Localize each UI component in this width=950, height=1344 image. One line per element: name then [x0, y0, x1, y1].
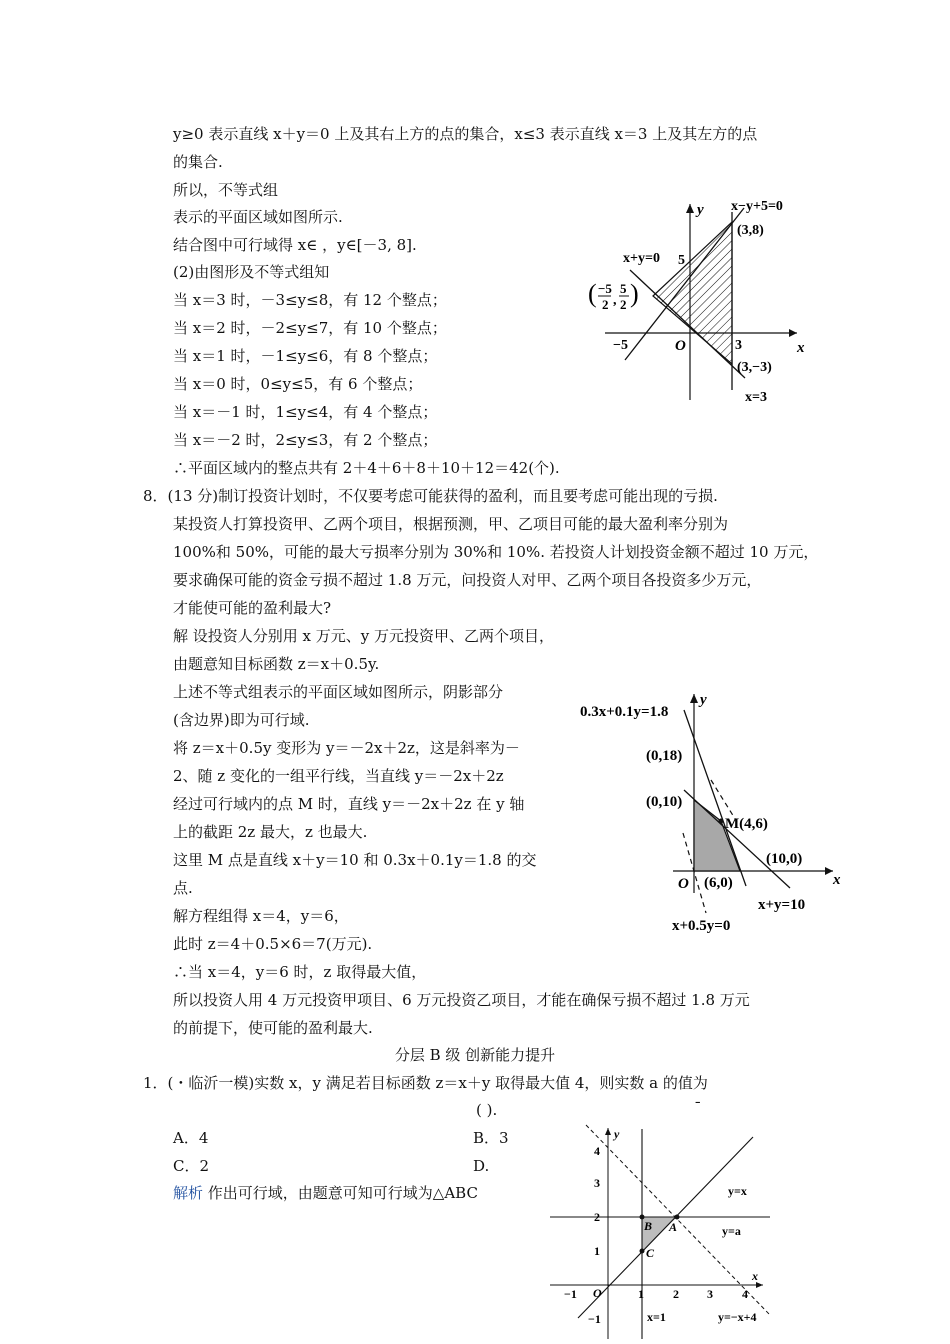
tick-label: −1 — [588, 1312, 601, 1326]
solution-line: 由题意知目标函数 z＝x＋0.5y. — [173, 655, 380, 673]
option-b: B．3 — [473, 1129, 509, 1147]
tick-label: 4 — [594, 1144, 600, 1158]
text-line: y≥0 表示直线 x＋y＝0 上及其右上方的点的集合，x≤3 表示直线 x＝3 上及其左方的点 — [173, 125, 758, 143]
origin-label: O — [593, 1286, 602, 1300]
section-title: 分层 B 级 创新能力提升 — [394, 1046, 556, 1064]
line-label: y=x — [728, 1184, 747, 1198]
x-axis-label: x — [833, 872, 841, 888]
line-label: x+y=0 — [623, 251, 660, 266]
tick-label: 3 — [707, 1287, 713, 1301]
svg-text:,: , — [613, 293, 617, 308]
vertex-label: B — [644, 1219, 653, 1233]
tick-label: 1 — [638, 1287, 644, 1301]
text-line: 结合图中可行域得 x∈ ，y∈[－3, 8]. — [173, 236, 417, 254]
tick-label: 4 — [742, 1287, 748, 1301]
text-line: 当 x＝－2 时，2≤y≤3，有 2 个整点； — [173, 431, 438, 449]
text-line: (2)由图形及不等式组知 — [173, 263, 330, 281]
solution-line: 上的截距 2z 最大，z 也最大. — [173, 823, 368, 841]
figure-region-1 — [585, 192, 815, 410]
stray-mark: ˉ — [694, 1099, 702, 1117]
origin-label: O — [678, 876, 689, 892]
solution-line: (含边界)即为可行域. — [173, 711, 310, 729]
point-label: (6,0) — [704, 875, 733, 891]
line-label: y=a — [722, 1224, 741, 1238]
point-label: (3,8) — [737, 223, 764, 238]
y-axis-label: y — [700, 692, 707, 708]
solution-line: 的前提下，使可能的盈利最大. — [173, 1019, 373, 1037]
analysis-text: 作出可行域，由题意可知可行域为△ABC — [203, 1184, 478, 1202]
text-line: 所以，不等式组 — [173, 181, 279, 199]
solution-line: ∴当 x＝4，y＝6 时，z 取得最大值， — [173, 963, 427, 981]
point-label: (0,18) — [646, 748, 683, 764]
problem-8-line: 8．(13 分)制订投资计划时，不仅要考虑可能获得的盈利，而且要考虑可能出现的亏损. — [143, 487, 718, 505]
vertex-label: A — [669, 1220, 678, 1234]
solution-line: 点. — [173, 879, 193, 897]
problem-8-line: 才能使可能的盈利最大? — [173, 599, 332, 617]
text-line: 表示的平面区域如图所示. — [173, 208, 343, 226]
line-label: 0.3x+0.1y=1.8 — [580, 704, 669, 720]
origin-label: O — [675, 338, 686, 354]
point-label: (10,0) — [766, 851, 803, 867]
solution-line: 这里 M 点是直线 x＋y＝10 和 0.3x＋0.1y＝1.8 的交 — [173, 851, 537, 869]
tick-label: 5 — [678, 253, 685, 268]
problem-8-line: 100%和 50%，可能的最大亏损率分别为 30%和 10%. 若投资人计划投资金额不超过 10 万元， — [173, 543, 819, 561]
y-axis-label: y — [697, 202, 704, 218]
analysis-line — [173, 1183, 478, 1203]
tick-label: 3 — [594, 1176, 600, 1190]
line-label: y=−x+4 — [718, 1310, 757, 1324]
point-label: M(4,6) — [725, 816, 768, 832]
bracket: ) — [630, 279, 639, 308]
solution-line: 2、随 z 变化的一组平行线，当直线 y＝－2x＋2z — [173, 767, 504, 785]
line-label: x+y=10 — [758, 897, 806, 913]
text-line: 当 x＝2 时，－2≤y≤7，有 10 个整点； — [173, 319, 447, 337]
bracket: ( — [588, 279, 597, 308]
line-label: x=3 — [745, 390, 767, 405]
solution-line: 经过可行域内的点 M 时，直线 y＝－2x＋2z 在 y 轴 — [173, 795, 525, 813]
tick-label: 1 — [594, 1244, 600, 1258]
line-label: x+0.5y=0 — [672, 918, 731, 934]
tick-label: 2 — [673, 1287, 679, 1301]
point-label: (3,−3) — [737, 360, 772, 375]
solution-line: 所以投资人用 4 万元投资甲项目、6 万元投资乙项目，才能在确保亏损不超过 1.8 万元 — [173, 991, 750, 1009]
line-label: x−y+5=0 — [731, 199, 783, 214]
fraction-den: 2 — [602, 297, 609, 312]
solution-line: 此时 z＝4＋0.5×6＝7(万元). — [173, 935, 373, 953]
solution-line: 上述不等式组表示的平面区域如图所示，阴影部分 — [173, 683, 504, 701]
problem-1-stem: 1．(・临沂一模)实数 x，y 满足若目标函数 z＝x＋y 取得最大值 4，则实数 a 的值为 — [143, 1074, 708, 1092]
problem-8-line: 某投资人打算投资甲、乙两个项目，根据预测，甲、乙项目可能的最大盈利率分别为 — [173, 515, 729, 533]
tick-label: −1 — [564, 1287, 577, 1301]
text-line: 当 x＝3 时，－3≤y≤8，有 12 个整点； — [173, 291, 447, 309]
option-d: D. — [473, 1157, 490, 1175]
solution-line: 解方程组得 x＝4，y＝6， — [173, 907, 349, 925]
problem-8-line: 要求确保可能的资金亏损不超过 1.8 万元，问投资人对甲、乙两个项目各投资多少万元， — [173, 571, 762, 589]
text-line: 当 x＝0 时，0≤y≤5，有 6 个整点； — [173, 375, 423, 393]
x-axis-label: x — [797, 340, 805, 356]
text-line: 当 x＝－1 时，1≤y≤4，有 4 个整点； — [173, 403, 438, 421]
line-label: x=1 — [647, 1310, 666, 1324]
y-axis-label: y — [614, 1127, 620, 1141]
figure-region-2 — [578, 688, 844, 936]
answer-blank: ( ). — [476, 1101, 498, 1119]
figure-region-3 — [548, 1123, 778, 1341]
option-c: C．2 — [173, 1157, 210, 1175]
tick-label: 2 — [594, 1210, 600, 1224]
text-line: 当 x＝1 时，－1≤y≤6，有 8 个整点； — [173, 347, 438, 365]
solution-line: 将 z＝x＋0.5y 变形为 y＝－2x＋2z，这是斜率为－ — [173, 739, 520, 757]
vertex-label: C — [646, 1246, 655, 1260]
solution-line: 解 设投资人分别用 x 万元、y 万元投资甲、乙两个项目， — [173, 627, 555, 645]
option-a: A．4 — [173, 1129, 209, 1147]
fraction-den: 2 — [620, 297, 627, 312]
tick-label: −5 — [613, 338, 628, 353]
feasible-region — [653, 222, 732, 364]
analysis-label: 解析 — [173, 1184, 204, 1202]
point-label: (0,10) — [646, 794, 683, 810]
text-line: ∴平面区域内的整点共有 2＋4＋6＋8＋10＋12＝42(个). — [173, 459, 560, 477]
fraction-num: −5 — [598, 281, 612, 296]
fraction-num: 5 — [620, 281, 627, 296]
x-axis-label: x — [752, 1269, 758, 1283]
tick-label: 3 — [735, 338, 742, 353]
text-line: 的集合. — [173, 153, 223, 171]
